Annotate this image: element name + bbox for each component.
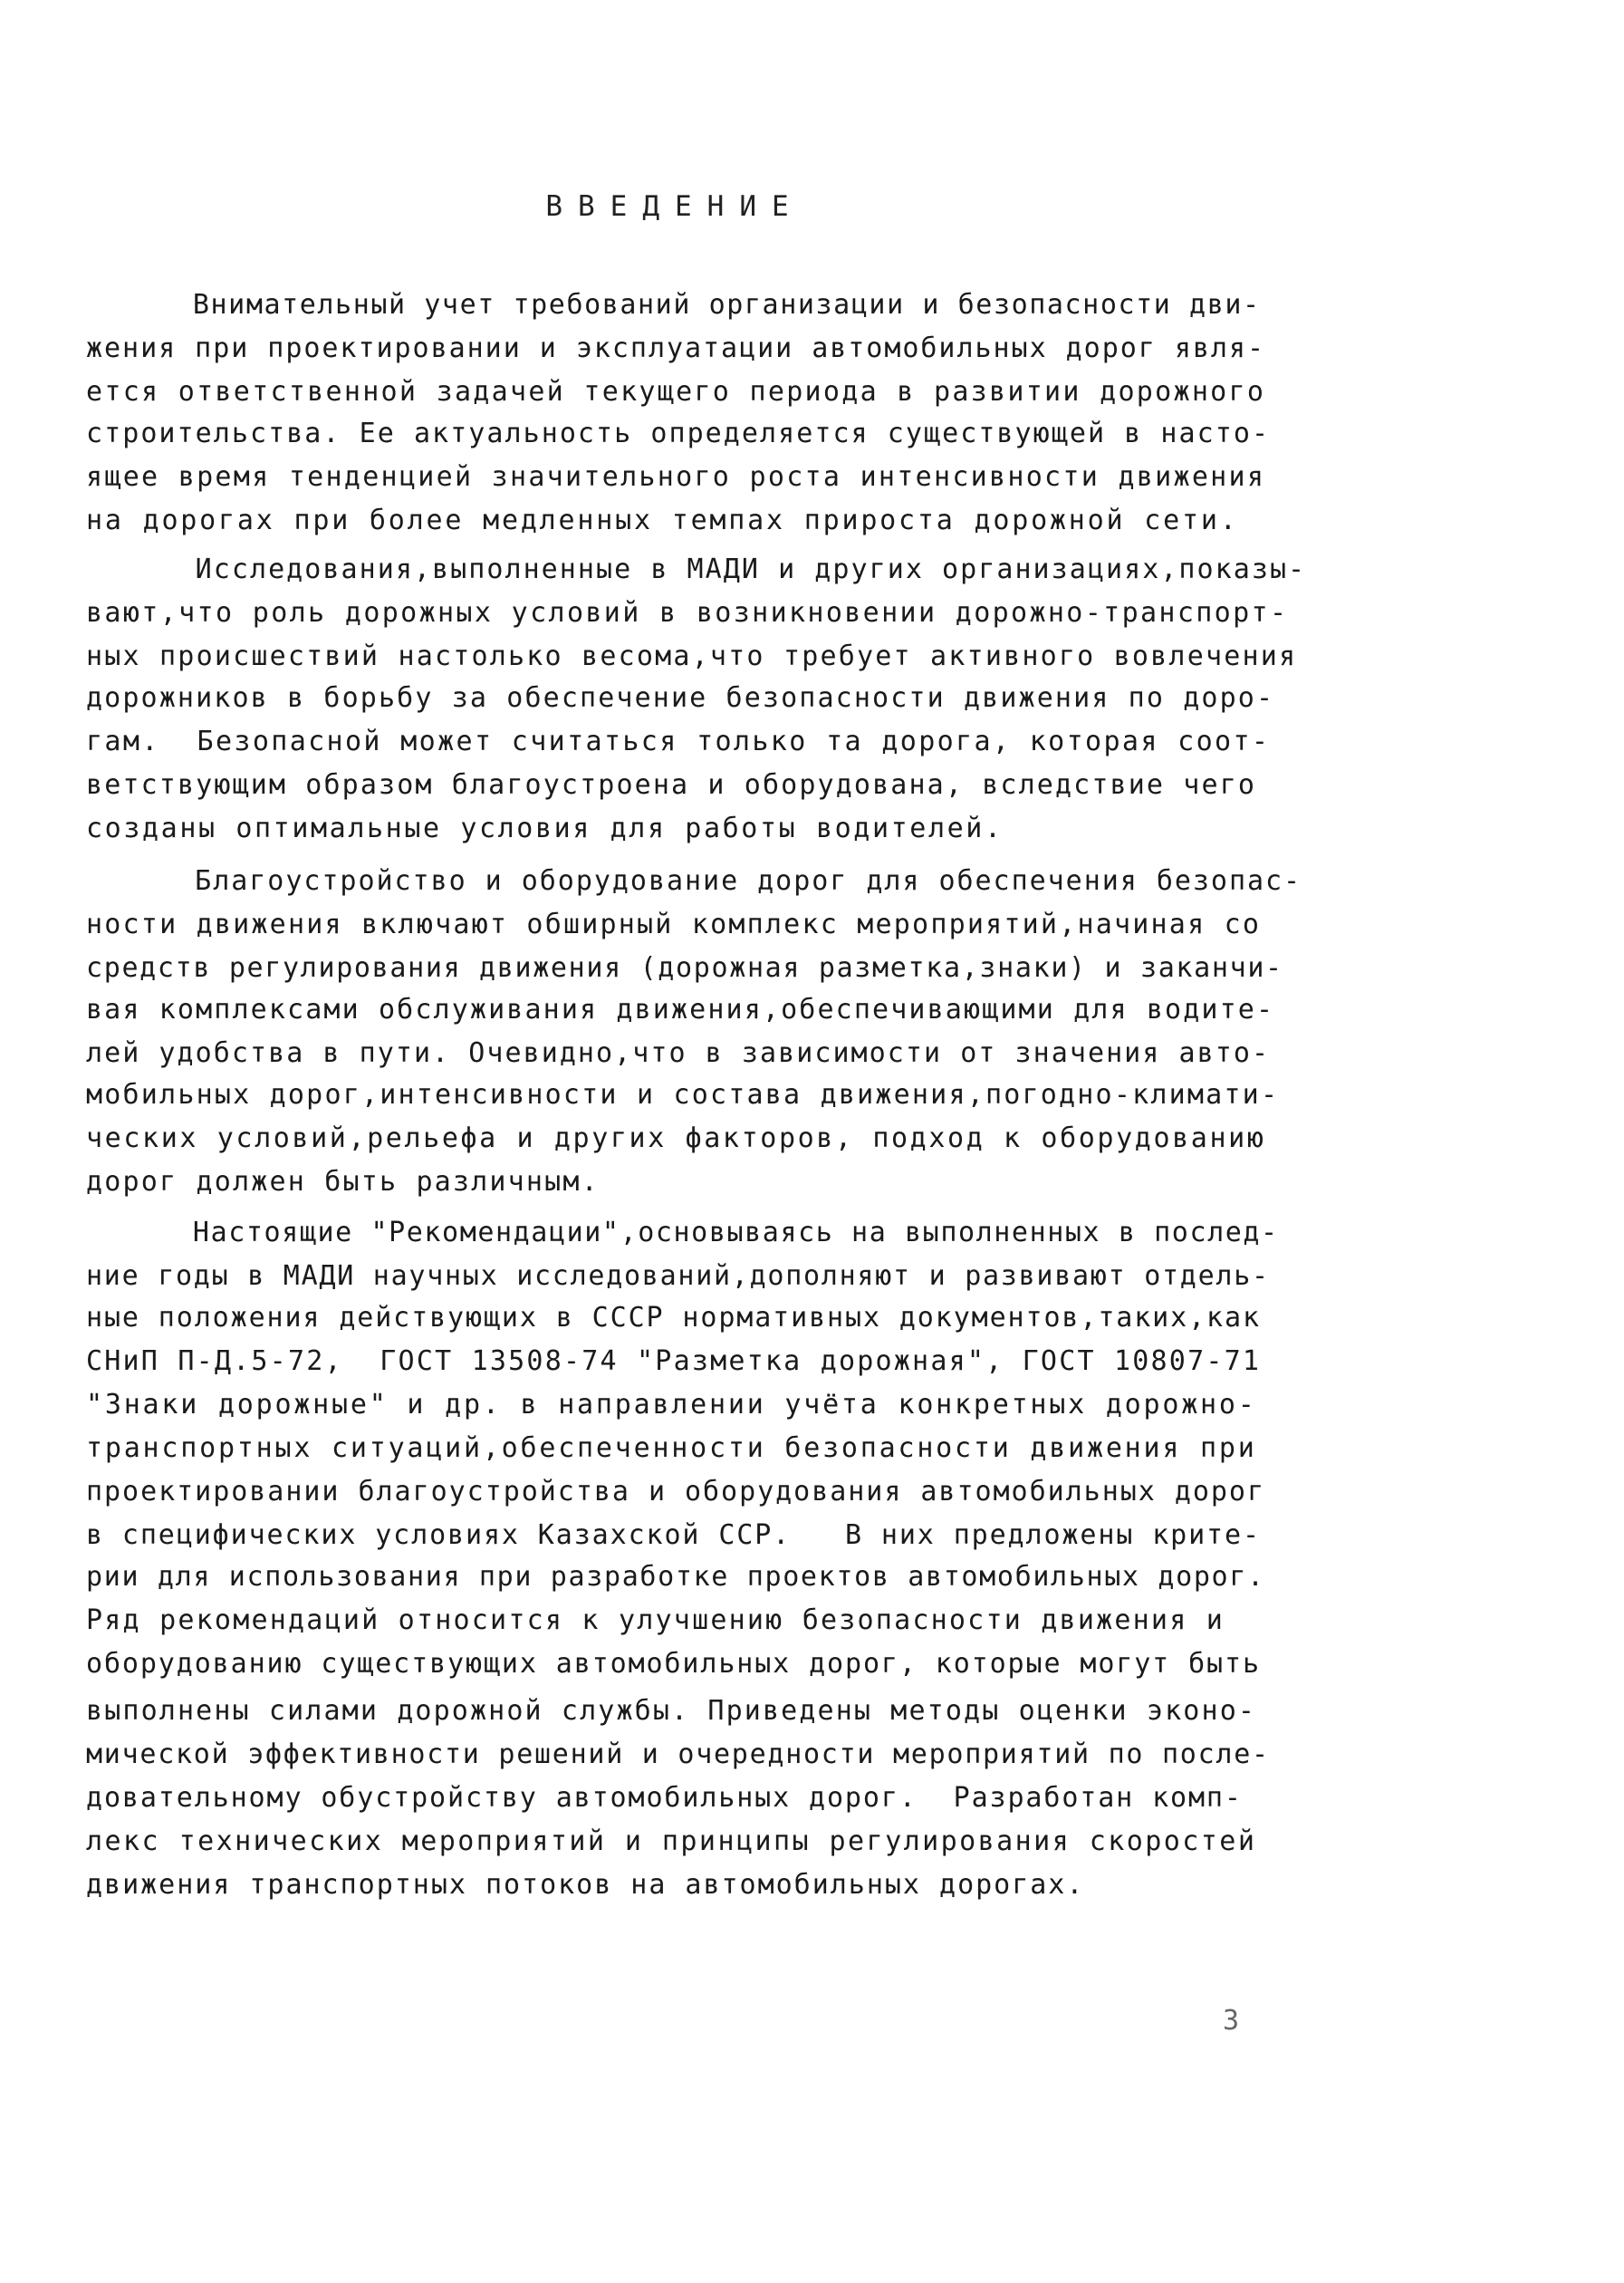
text-line: лекс технических мероприятий и принципы регулирования скоростей [86,1825,1257,1857]
text-line: Благоустройство и оборудование дорог для обеспечения безопас- [86,865,1302,897]
text-line: строительства. Ее актуальность определяется существующей в насто- [86,418,1271,449]
text-line: мической эффективности решений и очередности мероприятий по после- [86,1739,1270,1770]
text-line: ности движения включают обширный комплекс мероприятий,начиная со [86,909,1262,940]
text-line: ящее время тенденцией значительного роста интенсивности движения [86,461,1266,493]
text-line: Настоящие "Рекомендации",основываясь на выполненных в послед- [86,1217,1279,1248]
text-line: гам. Безопасной может считаться только та дорога, которая соот- [86,726,1271,757]
text-line: рии для использования при разработке проектов автомобильных дорог. [86,1561,1265,1593]
text-line: ческих условий,рельефа и других факторов, подход к оборудованию [86,1122,1266,1154]
text-line: дорожников в борьбу за обеспечение безопасности движения по доро- [86,682,1275,714]
text-line: созданы оптимальные условия для работы водителей. [86,813,1004,844]
text-line: СНиП П-Д.5-72, ГОСТ 13508-74 "Разметка дорожная", ГОСТ 10807-71 [86,1345,1262,1377]
text-line: довательному обустройству автомобильных дорог. Разработан комп- [86,1782,1243,1814]
text-line: ные положения действующих в СССР нормативных документов,таких,как [86,1302,1261,1334]
text-line: в специфических условиях Казахской ССР. В них предложены крите- [86,1519,1261,1551]
text-line: Ряд рекомендаций относится к улучшению безопасности движения и [86,1604,1225,1636]
text-line: Исследования,выполненные в МАДИ и других организациях,показы- [86,554,1307,585]
text-line: вая комплексами обслуживания движения,обеспечивающими для водите- [86,994,1275,1026]
text-line: дорог должен быть различным. [86,1166,600,1198]
text-line: Внимательный учет требований организации и безопасности дви- [86,289,1261,321]
text-line: средств регулирования движения (дорожная разметка,знаки) и заканчи- [86,952,1283,984]
text-line: вают,что роль дорожных условий в возникновении дорожно-транспорт- [86,597,1289,629]
text-line: транспортных ситуаций,обеспеченности безопасности движения при [86,1432,1257,1464]
text-line: жения при проектировании и эксплуатации автомобильных дорог явля- [86,332,1265,364]
text-line: проектировании благоустройства и оборудования автомобильных дорог [86,1476,1265,1508]
text-line: ние годы в МАДИ научных исследований,дополняют и развивают отдель- [86,1260,1270,1292]
text-line: на дорогах при более медленных темпах прироста дорожной сети. [86,505,1239,536]
text-line: лей удобства в пути. Очевидно,что в зависимости от значения авто- [86,1037,1271,1069]
text-line: мобильных дорог,интенсивности и состава движения,погодно-климати- [86,1079,1280,1111]
section-heading: ВВЕДЕНИЕ [545,190,804,223]
text-line: оборудованию существующих автомобильных дорог, которые могут быть [86,1648,1261,1680]
text-line: движения транспортных потоков на автомобильных дорогах. [86,1869,1085,1901]
text-line: ветствующим образом благоустроена и оборудована, вследствие чего [86,769,1257,801]
text-line: ных происшествий настолько весома,что требует активного вовлечения [86,641,1298,672]
page-number: 3 [1223,2005,1240,2037]
text-line: ется ответственной задачей текущего периода в развитии дорожного [86,376,1266,408]
text-line: "Знаки дорожные" и др. в направлении учёта конкретных дорожно- [86,1389,1257,1421]
text-line: выполнены силами дорожной службы. Приведены методы оценки эконо- [86,1695,1257,1727]
